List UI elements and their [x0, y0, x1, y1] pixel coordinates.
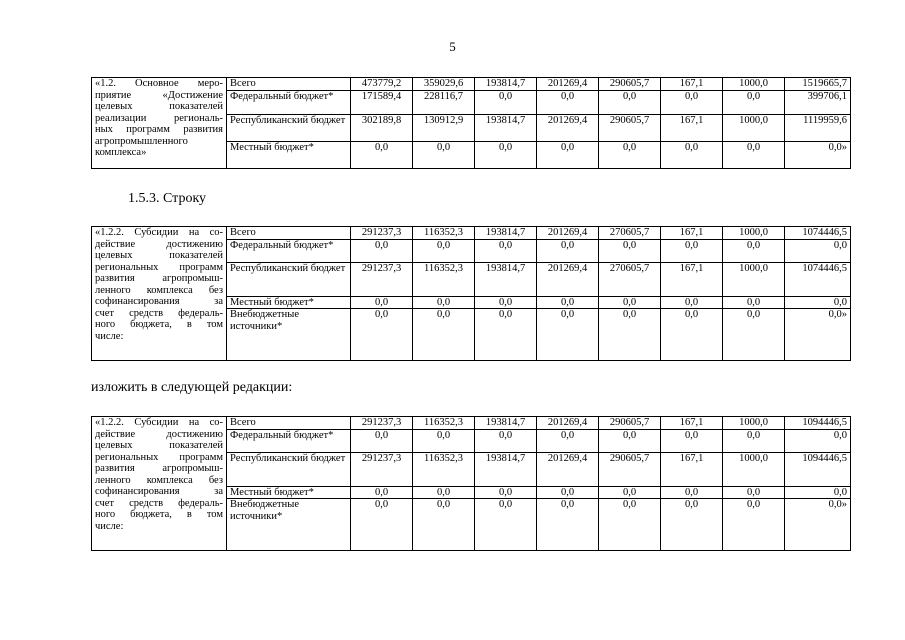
amount-cell: 0,0 [661, 90, 723, 114]
amount-cell: 0,0 [599, 429, 661, 452]
funding-source: Республиканский бюджет [227, 114, 351, 141]
funding-source: Местный бюджет* [227, 296, 351, 309]
amount-cell: 201269,4 [537, 114, 599, 141]
amount-cell: 1000,0 [723, 114, 785, 141]
amount-cell: 167,1 [661, 114, 723, 141]
amount-cell: 0,0 [661, 429, 723, 452]
amount-cell: 201269,4 [537, 452, 599, 486]
amount-cell: 0,0 [785, 486, 851, 499]
amount-cell: 0,0 [785, 296, 851, 309]
amount-cell: 0,0 [599, 499, 661, 551]
amount-cell: 0,0 [475, 429, 537, 452]
funding-source: Внебюджетные источники* [227, 309, 351, 361]
amount-cell: 291237,3 [351, 227, 413, 240]
amount-cell: 0,0» [785, 141, 851, 168]
amount-cell: 0,0 [413, 141, 475, 168]
amount-cell: 201269,4 [537, 417, 599, 430]
funding-source: Всего [227, 417, 351, 430]
amount-cell: 193814,7 [475, 417, 537, 430]
amount-cell: 0,0 [351, 429, 413, 452]
amount-cell: 0,0 [599, 90, 661, 114]
amount-cell: 0,0 [537, 499, 599, 551]
amount-cell: 0,0 [537, 90, 599, 114]
description-line: ленного комплекса без [95, 474, 223, 486]
amount-cell: 0,0 [413, 309, 475, 361]
amount-cell: 270605,7 [599, 227, 661, 240]
amount-cell: 291237,3 [351, 262, 413, 296]
description-line: приятие «Достижение [95, 89, 223, 101]
description-line: развития агропромыш- [95, 463, 223, 474]
amount-cell: 0,0 [723, 296, 785, 309]
description-line: региональных программ [95, 261, 223, 273]
amount-cell: 0,0 [723, 90, 785, 114]
description-line: числе: [95, 330, 124, 342]
amount-cell: 1119959,6 [785, 114, 851, 141]
funding-source: Всего [227, 227, 351, 240]
funding-source: Федеральный бюджет* [227, 90, 351, 114]
amount-cell: 302189,8 [351, 114, 413, 141]
amount-cell: 1074446,5 [785, 262, 851, 296]
amount-cell: 0,0 [351, 499, 413, 551]
amount-cell: 0,0 [723, 309, 785, 361]
instruction-heading: изложить в следующей редакции: [91, 380, 293, 395]
section-heading-1-5-3: 1.5.3. Строку [128, 191, 207, 206]
amount-cell: 0,0 [723, 239, 785, 262]
amount-cell: 290605,7 [599, 417, 661, 430]
amount-cell: 201269,4 [537, 227, 599, 240]
amount-cell: 0,0 [599, 486, 661, 499]
amount-cell: 359029,6 [413, 78, 475, 91]
amount-cell: 0,0 [475, 296, 537, 309]
amount-cell: 167,1 [661, 262, 723, 296]
description-line: софинансирования за [95, 486, 223, 497]
amount-cell: 0,0 [475, 90, 537, 114]
amount-cell: 193814,7 [475, 227, 537, 240]
description-line: счет средств федераль- [95, 307, 223, 319]
amount-cell: 1094446,5 [785, 452, 851, 486]
amount-cell: 0,0 [537, 141, 599, 168]
amount-cell: 0,0 [537, 486, 599, 499]
amount-cell: 167,1 [661, 452, 723, 486]
amount-cell: 201269,4 [537, 78, 599, 91]
amount-cell: 130912,9 [413, 114, 475, 141]
description-line: ленного комплекса без [95, 284, 223, 296]
amount-cell: 167,1 [661, 417, 723, 430]
amount-cell: 0,0 [661, 499, 723, 551]
amount-cell: 201269,4 [537, 262, 599, 296]
amount-cell: 167,1 [661, 78, 723, 91]
amount-cell: 228116,7 [413, 90, 475, 114]
amount-cell: 0,0 [351, 239, 413, 262]
amount-cell: 290605,7 [599, 452, 661, 486]
amount-cell: 0,0 [475, 309, 537, 361]
description-line: числе: [95, 520, 124, 532]
amount-cell: 0,0 [475, 499, 537, 551]
amount-cell: 1000,0 [723, 227, 785, 240]
amount-cell: 0,0 [599, 239, 661, 262]
amount-cell: 0,0 [599, 309, 661, 361]
description-line: «1.2.2. Субсидии на со- [95, 417, 223, 428]
amount-cell: 0,0 [475, 239, 537, 262]
amount-cell: 193814,7 [475, 78, 537, 91]
description-line: целевых показателей [95, 440, 223, 451]
amount-cell: 116352,3 [413, 417, 475, 430]
activity-description [92, 417, 227, 551]
description-line: действие достижению [95, 238, 223, 250]
amount-cell: 473779,2 [351, 78, 413, 91]
description-line: агропромышленного [95, 135, 188, 147]
funding-source: Местный бюджет* [227, 141, 351, 168]
description-line: ного бюджета, в том [95, 319, 223, 330]
description-line: ного бюджета, в том [95, 509, 223, 520]
amount-cell: 0,0 [351, 296, 413, 309]
activity-description [92, 227, 227, 361]
amount-cell: 0,0 [661, 309, 723, 361]
amount-cell: 0,0» [785, 309, 851, 361]
activity-description [92, 78, 227, 169]
amount-cell: 0,0» [785, 499, 851, 551]
amount-cell: 116352,3 [413, 227, 475, 240]
amount-cell: 0,0 [537, 239, 599, 262]
amount-cell: 0,0 [413, 499, 475, 551]
amount-cell: 0,0 [413, 296, 475, 309]
page-number: 5 [449, 39, 456, 54]
amount-cell: 1074446,5 [785, 227, 851, 240]
amount-cell: 0,0 [599, 141, 661, 168]
budget-table-subsidy-old [91, 226, 851, 361]
amount-cell: 399706,1 [785, 90, 851, 114]
amount-cell: 167,1 [661, 227, 723, 240]
amount-cell: 1000,0 [723, 262, 785, 296]
table-row [92, 78, 851, 91]
amount-cell: 0,0 [537, 296, 599, 309]
description-line: ных программ развития [95, 124, 223, 135]
amount-cell: 0,0 [723, 429, 785, 452]
amount-cell: 290605,7 [599, 78, 661, 91]
amount-cell: 1519665,7 [785, 78, 851, 91]
funding-source: Местный бюджет* [227, 486, 351, 499]
amount-cell: 0,0 [723, 141, 785, 168]
amount-cell: 0,0 [785, 239, 851, 262]
funding-source: Всего [227, 78, 351, 91]
amount-cell: 1094446,5 [785, 417, 851, 430]
budget-table-main-activity [91, 77, 851, 169]
amount-cell: 116352,3 [413, 452, 475, 486]
amount-cell: 0,0 [475, 141, 537, 168]
description-line: «1.2.2. Субсидии на со- [95, 227, 223, 238]
amount-cell: 0,0 [413, 486, 475, 499]
description-line: развития агропромыш- [95, 273, 223, 284]
amount-cell: 193814,7 [475, 114, 537, 141]
amount-cell: 0,0 [723, 486, 785, 499]
amount-cell: 1000,0 [723, 78, 785, 91]
description-line: счет средств федераль- [95, 497, 223, 509]
amount-cell: 0,0 [351, 486, 413, 499]
amount-cell: 0,0 [475, 486, 537, 499]
funding-source: Республиканский бюджет [227, 452, 351, 486]
amount-cell: 0,0 [413, 239, 475, 262]
amount-cell: 193814,7 [475, 452, 537, 486]
funding-source: Федеральный бюджет* [227, 429, 351, 452]
amount-cell: 193814,7 [475, 262, 537, 296]
description-line: реализации региональ- [95, 112, 223, 124]
amount-cell: 0,0 [661, 486, 723, 499]
amount-cell: 0,0 [537, 309, 599, 361]
amount-cell: 291237,3 [351, 452, 413, 486]
description-line: региональных программ [95, 451, 223, 463]
funding-source: Республиканский бюджет [227, 262, 351, 296]
amount-cell: 290605,7 [599, 114, 661, 141]
amount-cell: 1000,0 [723, 452, 785, 486]
amount-cell: 0,0 [537, 429, 599, 452]
funding-source: Федеральный бюджет* [227, 239, 351, 262]
amount-cell: 0,0 [723, 499, 785, 551]
amount-cell: 1000,0 [723, 417, 785, 430]
amount-cell: 270605,7 [599, 262, 661, 296]
table-row [92, 227, 851, 240]
amount-cell: 0,0 [351, 141, 413, 168]
table-row [92, 417, 851, 430]
description-line: целевых показателей [95, 250, 223, 261]
amount-cell: 171589,4 [351, 90, 413, 114]
amount-cell: 0,0 [351, 309, 413, 361]
description-line: софинансирования за [95, 296, 223, 307]
description-line: действие достижению [95, 428, 223, 440]
amount-cell: 0,0 [661, 239, 723, 262]
amount-cell: 291237,3 [351, 417, 413, 430]
description-line: комплекса» [95, 147, 147, 158]
amount-cell: 0,0 [661, 141, 723, 168]
description-line: «1.2. Основное меро- [95, 78, 223, 89]
amount-cell: 0,0 [413, 429, 475, 452]
amount-cell: 0,0 [785, 429, 851, 452]
budget-table-subsidy-new [91, 416, 851, 551]
description-line: целевых показателей [95, 101, 223, 112]
funding-source: Внебюджетные источники* [227, 499, 351, 551]
amount-cell: 116352,3 [413, 262, 475, 296]
amount-cell: 0,0 [599, 296, 661, 309]
amount-cell: 0,0 [661, 296, 723, 309]
